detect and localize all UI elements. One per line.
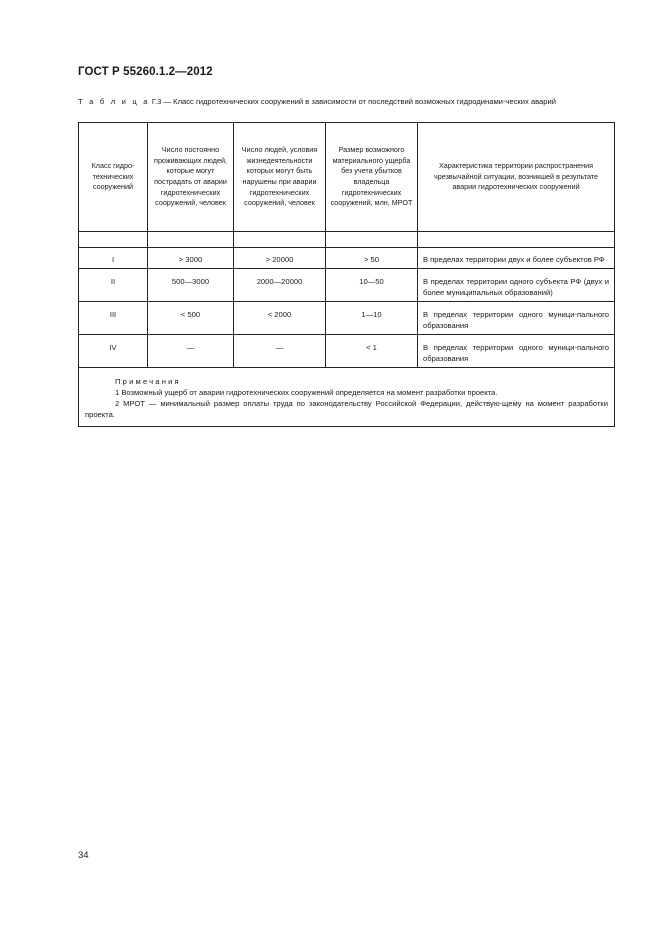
header-material-damage: Размер возможного материального ущерба без учета убытков владельца гидротехнических сооружений, млн, МРОТ	[326, 123, 418, 232]
table-caption-prefix: Т а б л и ц а	[78, 97, 150, 106]
cell-territory: В пределах территории одного субъекта РФ (двух и более муниципальных образований)	[418, 269, 615, 302]
header-class: Класс гидро-технических сооружений	[79, 123, 148, 232]
cell-class: II	[79, 269, 148, 302]
cell-territory: В пределах территории двух и более субъектов РФ	[418, 248, 615, 269]
document-code: ГОСТ Р 55260.1.2—2012	[78, 66, 213, 78]
cell-territory: В пределах территории одного муници-пального образования	[418, 302, 615, 335]
table-row	[79, 335, 615, 368]
cell-class: I	[79, 248, 148, 269]
page-number: 34	[78, 850, 89, 861]
cell-damage: < 1	[326, 335, 418, 368]
note-item: 2 МРОТ — минимальный размер оплаты труда по законодательству Российской Федерации, действую-щему на момент разработки проекта.	[85, 399, 608, 419]
cell-residents: < 500	[148, 302, 234, 335]
cell-damage: > 50	[326, 248, 418, 269]
cell-affected: > 20000	[234, 248, 326, 269]
cell-affected: 2000—20000	[234, 269, 326, 302]
cell-residents: 500—3000	[148, 269, 234, 302]
table-row	[79, 302, 615, 335]
hydraulic-structures-class-table	[78, 122, 615, 427]
cell-territory: В пределах территории одного муници-пального образования	[418, 335, 615, 368]
table-caption-text: Г.3 — Класс гидротехнических сооружений в зависимости от последствий возможных гидродинами-ческих аварий	[149, 97, 556, 106]
cell-residents: —	[148, 335, 234, 368]
table-spacer-row	[79, 232, 615, 248]
cell-class: III	[79, 302, 148, 335]
table-notes-row	[79, 368, 615, 427]
table-caption	[78, 96, 614, 107]
table-header-row	[79, 123, 615, 232]
cell-damage: 10—50	[326, 269, 418, 302]
table-notes	[79, 368, 615, 427]
cell-class: IV	[79, 335, 148, 368]
note-item: 1 Возможный ущерб от аварии гидротехнических сооружений определяется на момент разработки проекта.	[115, 388, 498, 397]
header-affected-people: Число людей, условия жизнедеятельности которых могут быть нарушены при аварии гидротехнических сооружений, человек	[234, 123, 326, 232]
cell-residents: > 3000	[148, 248, 234, 269]
cell-affected: < 2000	[234, 302, 326, 335]
notes-title: Примечания	[115, 377, 181, 386]
header-residents: Число постоянно проживающих людей, которые могут пострадать от аварии гидротехнических сооружений, человек	[148, 123, 234, 232]
header-territory: Характеристика территории распространения чрезвычайной ситуации, возникшей в результате аварии гидротехнических сооружений	[418, 123, 615, 232]
cell-damage: 1—10	[326, 302, 418, 335]
table-row	[79, 269, 615, 302]
table-row	[79, 248, 615, 269]
cell-affected: —	[234, 335, 326, 368]
